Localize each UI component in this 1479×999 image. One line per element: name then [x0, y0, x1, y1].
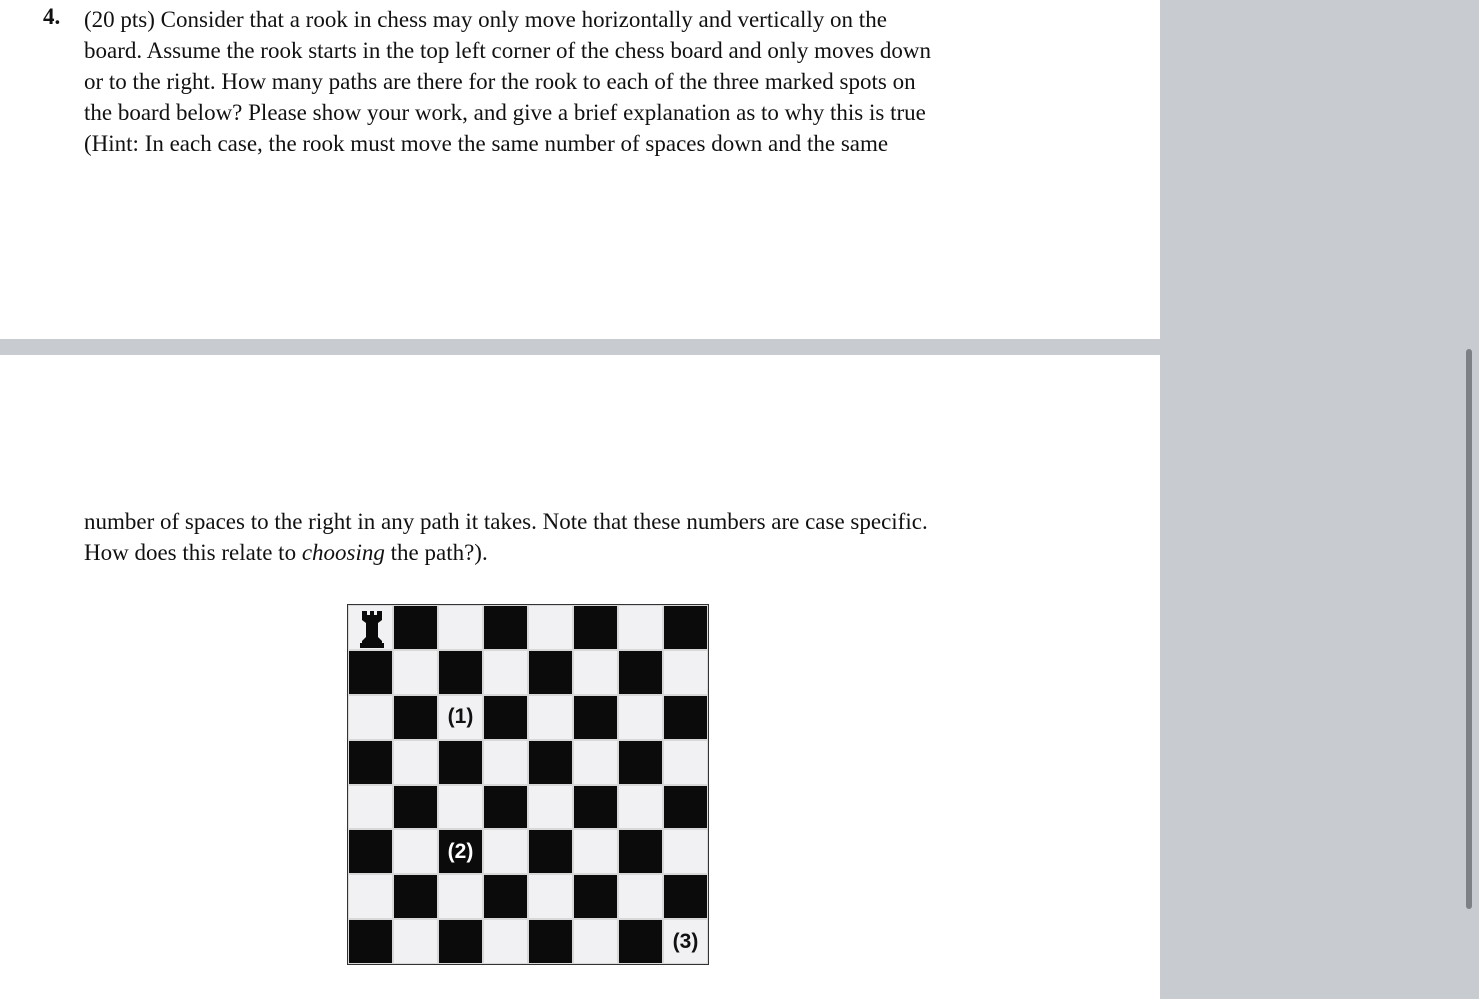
rook-icon	[357, 609, 387, 649]
board-square	[483, 605, 528, 650]
question-line: number of spaces to the right in any path it takes. Note that these numbers are case specific.	[84, 509, 928, 534]
board-square	[438, 695, 483, 740]
board-square	[483, 829, 528, 874]
board-square	[483, 740, 528, 785]
board-square	[663, 874, 708, 919]
board-square	[348, 740, 393, 785]
board-square	[573, 695, 618, 740]
board-square	[573, 874, 618, 919]
board-square	[618, 829, 663, 874]
board-square	[438, 605, 483, 650]
board-square	[618, 740, 663, 785]
board-square	[663, 740, 708, 785]
question-line: (Hint: In each case, the rook must move the same number of spaces down and the same	[84, 131, 889, 156]
board-square	[528, 650, 573, 695]
board-square	[573, 829, 618, 874]
board-square	[663, 829, 708, 874]
board-square	[483, 695, 528, 740]
board-square	[528, 695, 573, 740]
board-square	[618, 919, 663, 964]
board-square	[573, 740, 618, 785]
board-square	[573, 650, 618, 695]
board-square	[618, 650, 663, 695]
board-square	[348, 605, 393, 650]
board-square	[393, 695, 438, 740]
question-text: the path?).	[384, 540, 488, 565]
board-square	[663, 919, 708, 964]
board-square	[438, 650, 483, 695]
board-square	[438, 874, 483, 919]
board-square	[618, 785, 663, 830]
board-square	[573, 919, 618, 964]
board-square	[663, 605, 708, 650]
board-square	[393, 785, 438, 830]
question-line: the board below? Please show your work, and give a brief explanation as to why this is true	[84, 100, 926, 125]
board-square	[528, 785, 573, 830]
question-text-part-1	[84, 4, 1014, 159]
board-square	[618, 695, 663, 740]
chess-board	[347, 604, 709, 965]
board-square	[618, 605, 663, 650]
board-square	[663, 695, 708, 740]
question-line: board. Assume the rook starts in the top left corner of the chess board and only moves down	[84, 38, 931, 63]
document-page-1	[0, 0, 1160, 339]
question-line: (20 pts) Consider that a rook in chess may only move horizontally and vertically on the	[84, 7, 887, 32]
board-square	[438, 785, 483, 830]
marked-spot-label: (2)	[447, 839, 474, 863]
board-square	[663, 650, 708, 695]
question-text-part-2	[84, 506, 1014, 568]
board-square	[348, 919, 393, 964]
board-square	[438, 829, 483, 874]
board-square	[393, 650, 438, 695]
board-square	[528, 740, 573, 785]
emphasis-text: choosing	[301, 540, 385, 565]
board-square	[348, 695, 393, 740]
marked-spot-label: (3)	[672, 929, 699, 953]
board-square	[528, 874, 573, 919]
board-square	[483, 785, 528, 830]
board-square	[483, 874, 528, 919]
board-square	[663, 785, 708, 830]
question-text: How does this relate to	[84, 540, 302, 565]
board-square	[348, 785, 393, 830]
board-square	[348, 650, 393, 695]
board-square	[618, 874, 663, 919]
board-square	[348, 829, 393, 874]
board-square	[528, 829, 573, 874]
board-square	[528, 605, 573, 650]
board-square	[393, 874, 438, 919]
board-square	[393, 829, 438, 874]
board-square	[483, 919, 528, 964]
board-square	[438, 740, 483, 785]
board-square	[573, 605, 618, 650]
board-square	[573, 785, 618, 830]
question-line: or to the right. How many paths are there for the rook to each of the three marked spots on	[84, 69, 916, 94]
question-number: 4.	[43, 4, 61, 29]
board-square	[393, 919, 438, 964]
board-square	[528, 919, 573, 964]
board-square	[483, 650, 528, 695]
marked-spot-label: (1)	[447, 705, 474, 729]
board-square	[393, 740, 438, 785]
scrollbar[interactable]	[1466, 349, 1472, 909]
board-square	[438, 919, 483, 964]
board-square	[348, 874, 393, 919]
board-square	[393, 605, 438, 650]
document-page-2	[0, 355, 1160, 999]
question-line	[84, 537, 1014, 568]
